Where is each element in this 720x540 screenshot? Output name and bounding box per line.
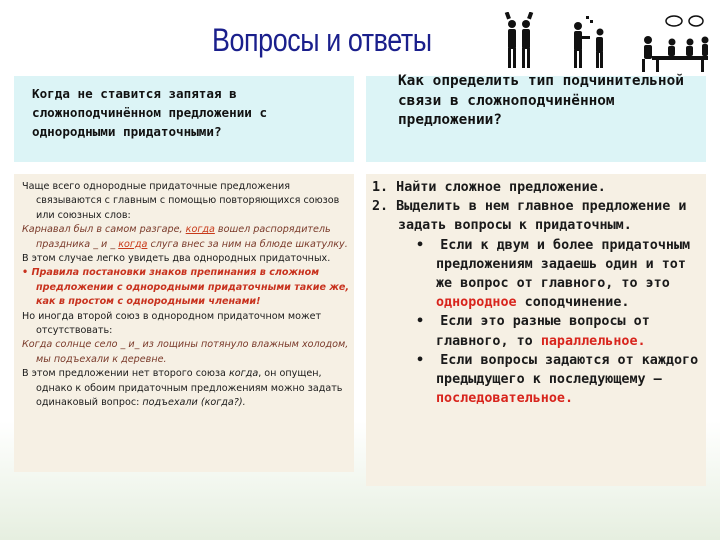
answer-left-box: [14, 174, 354, 472]
bullet-1-highlight: однородное: [436, 295, 517, 311]
example-1-conjunction-1: когда: [185, 224, 215, 236]
bullet-3-highlight: последовательное.: [436, 391, 574, 407]
bullet-1-end: соподчинение.: [516, 295, 630, 311]
step-2: 2. Выделить в нем главное предложение и задать вопросы к придаточным.: [372, 199, 687, 234]
page-title: Вопросы и ответы: [212, 22, 432, 58]
answer-left-paragraph-3: Но иногда второй союз в однородном придаточном может отсутствовать:: [22, 310, 322, 337]
example-1-part-a: Карнавал был в самом разгаре,: [22, 224, 186, 236]
example-1-part-c: слуга внес за ним на блюде шкатулку.: [147, 238, 348, 250]
answer-left-paragraph-1: Чаще всего однородные придаточные предложения связываются с главным с помощью повторяющихся союзов или союзных слов:: [22, 181, 340, 221]
bullet-sequential: • Если вопросы задаются от каждого предыдущего к последующему — последовательное.: [416, 352, 699, 407]
bullet-3-text: Если вопросы задаются от каждого предыдущего к последующему —: [436, 352, 699, 388]
p4-part-a: В этом предложении нет второго союза: [22, 368, 229, 380]
two-people-discussion-icon: [574, 16, 604, 68]
question-right-box: [366, 73, 706, 162]
people-meeting-table-icon: [642, 16, 709, 72]
example-1-part-b: вошел распорядитель праздника _ и _: [36, 224, 331, 250]
answer-right-box: [366, 174, 706, 486]
example-1: [22, 223, 352, 252]
question-right-text: Как определить тип подчинительной связи в сложноподчинённом предложении?: [398, 73, 684, 128]
bullet-homogeneous: • Если к двум и более придаточным предложениям задаешь один и тот же вопрос от главного, то это однородное соподчинение.: [416, 237, 691, 311]
example-1-conjunction-2: когда: [118, 238, 148, 250]
p4-italic-question: подъехали (когда?).: [142, 397, 246, 409]
answer-left-paragraph-4: [22, 367, 352, 410]
question-left-box: [14, 76, 354, 162]
bullet-1-text: Если к двум и более придаточным предложениям задаешь один и тот же вопрос от главного, то это: [436, 237, 691, 292]
p4-part-b: , он опущен, однако к обоим придаточным предложениям можно задать одинаковый вопрос:: [36, 368, 343, 409]
example-2: Когда солнце село _ и_ из лощины потянуло влажным холодом, мы подъехали к деревне.: [22, 339, 349, 365]
question-left-text: Когда не ставится запятая в сложноподчинённом предложении с однородными придаточными?: [32, 86, 268, 139]
p4-italic-word: когда: [228, 368, 259, 380]
answer-left-paragraph-2: В этом случае легко увидеть два однородных придаточных.: [22, 253, 331, 265]
punctuation-rule: • Правила постановки знаков препинания в сложном предложении с однородными придаточными такие же, как в простом с однородными членами!: [22, 267, 350, 308]
bullet-parallel: • Если это разные вопросы от главного, то параллельное.: [416, 314, 650, 349]
bullet-2-highlight: параллельное.: [540, 333, 646, 349]
bullet-2-text: Если это разные вопросы от главного, то: [436, 314, 650, 349]
step-1: 1. Найти сложное предложение.: [372, 180, 606, 195]
header-icons: [502, 12, 710, 74]
two-people-talking-icon: [505, 12, 533, 68]
